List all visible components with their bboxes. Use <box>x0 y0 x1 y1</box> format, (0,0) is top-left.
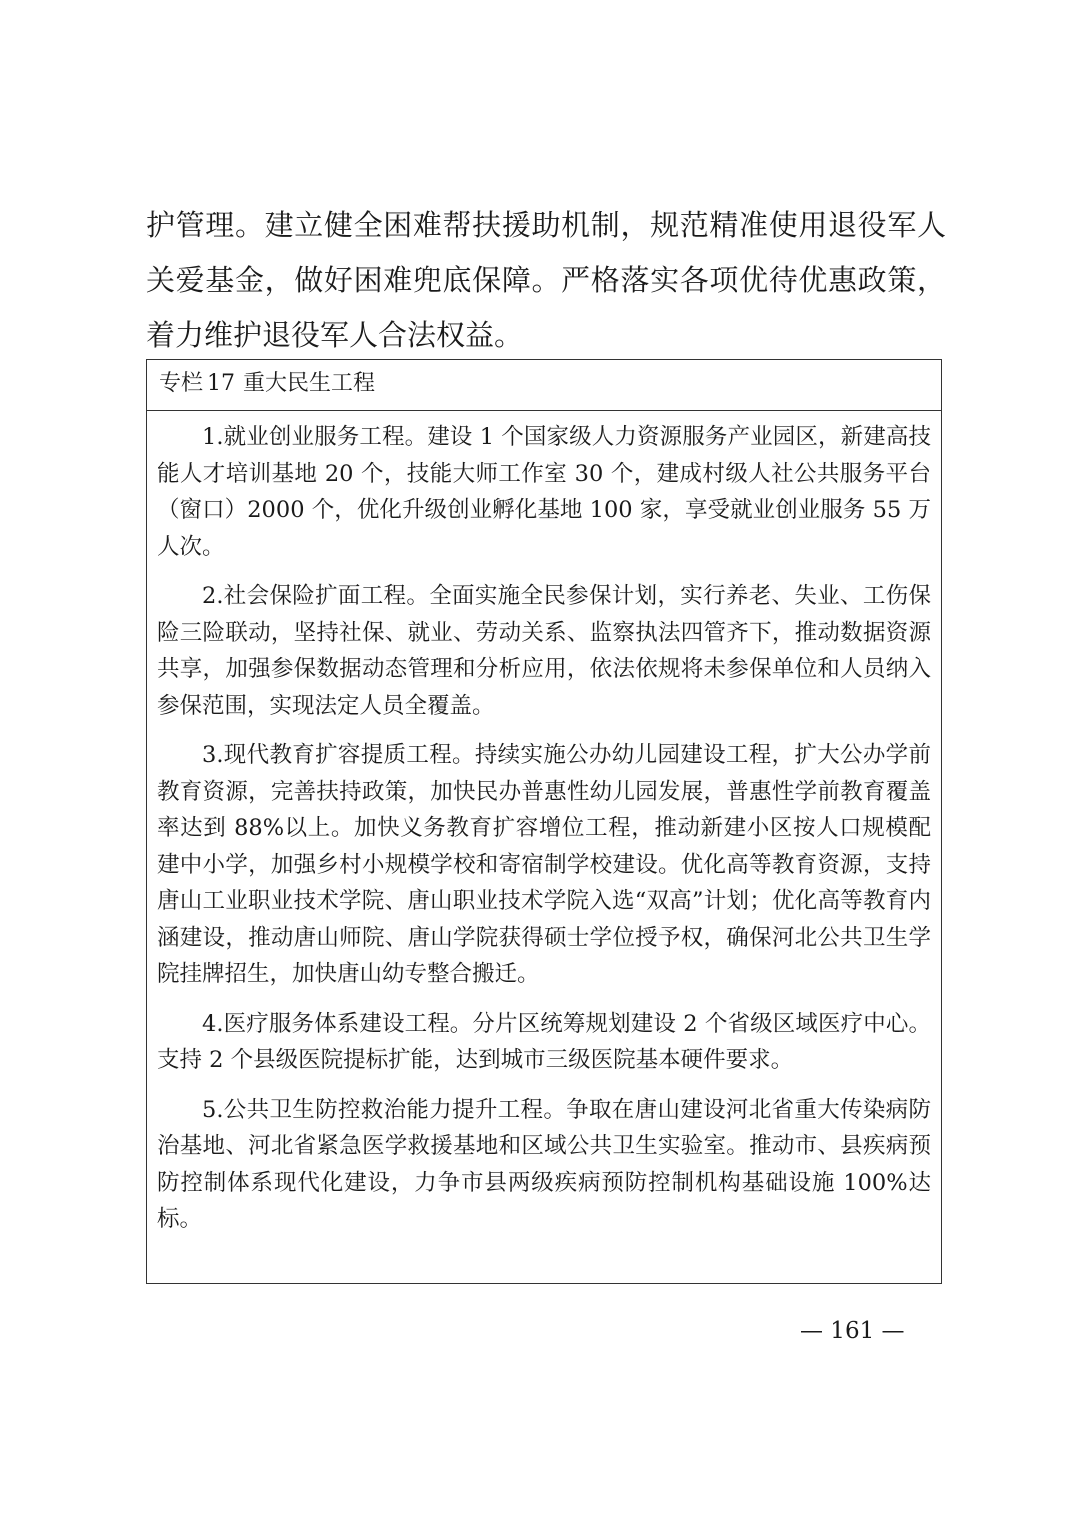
project-item-employment: 1.就业创业服务工程。建设 1 个国家级人力资源服务产业园区，新建高技能人才培训基地 20 个，技能大师工作室 30 个，建成村级人社公共服务平台（窗口）2000 个，优化升级创业孵化基地 100 家，享受就业创业服务 55 万人次。 <box>157 424 931 560</box>
feature-box-title: 重大民生工程 <box>243 371 376 396</box>
feature-box-header <box>147 360 941 411</box>
project-item-social-insurance: 2.社会保险扩面工程。全面实施全民参保计划，实行养老、失业、工伤保险三险联动，坚持社保、就业、劳动关系、监察执法四管齐下，推动数据资源共享，加强参保数据动态管理和分析应用，依法依规将未参保单位和人员纳入参保范围，实现法定人员全覆盖。 <box>157 583 931 719</box>
project-item-public-health: 5.公共卫生防控救治能力提升工程。争取在唐山建设河北省重大传染病防治基地、河北省紧急医学救援基地和区域公共卫生实验室。推动市、县疾病预防控制体系现代化建设，力争市县两级疾病预防控制机构基础设施 100%达标。 <box>157 1096 931 1232</box>
page-number: — 161 — <box>800 1318 905 1344</box>
project-item-education: 3.现代教育扩容提质工程。持续实施公办幼儿园建设工程，扩大公办学前教育资源，完善扶持政策，加快民办普惠性幼儿园发展，普惠性学前教育覆盖率达到 88%以上。加快义务教育扩容增位工程，推动新建小区按人口规模配建中小学，加强乡村小规模学校和寄宿制学校建设。优化高等教育资源，支持唐山工业职业技术学院、唐山职业技术学院入选“双高”计划；优化高等教育内涵建设，推动唐山师院、唐山学院获得硕士学位授予权，确保河北公共卫生学院挂牌招生，加快唐山幼专整合搬迁。 <box>157 742 931 987</box>
feature-box-body <box>147 411 941 1238</box>
intro-paragraph: 护管理。建立健全困难帮扶援助机制，规范精准使用退役军人关爱基金，做好困难兜底保障。严格落实各项优待优惠政策，着力维护退役军人合法权益。 <box>146 208 946 352</box>
feature-box-number: 17 <box>207 371 236 396</box>
feature-box <box>146 359 942 1284</box>
feature-box-label: 专栏 <box>159 371 204 396</box>
project-item-medical-service: 4.医疗服务体系建设工程。分片区统筹规划建设 2 个省级区域医疗中心。支持 2 个县级医院提标扩能，达到城市三级医院基本硬件要求。 <box>157 1010 931 1073</box>
